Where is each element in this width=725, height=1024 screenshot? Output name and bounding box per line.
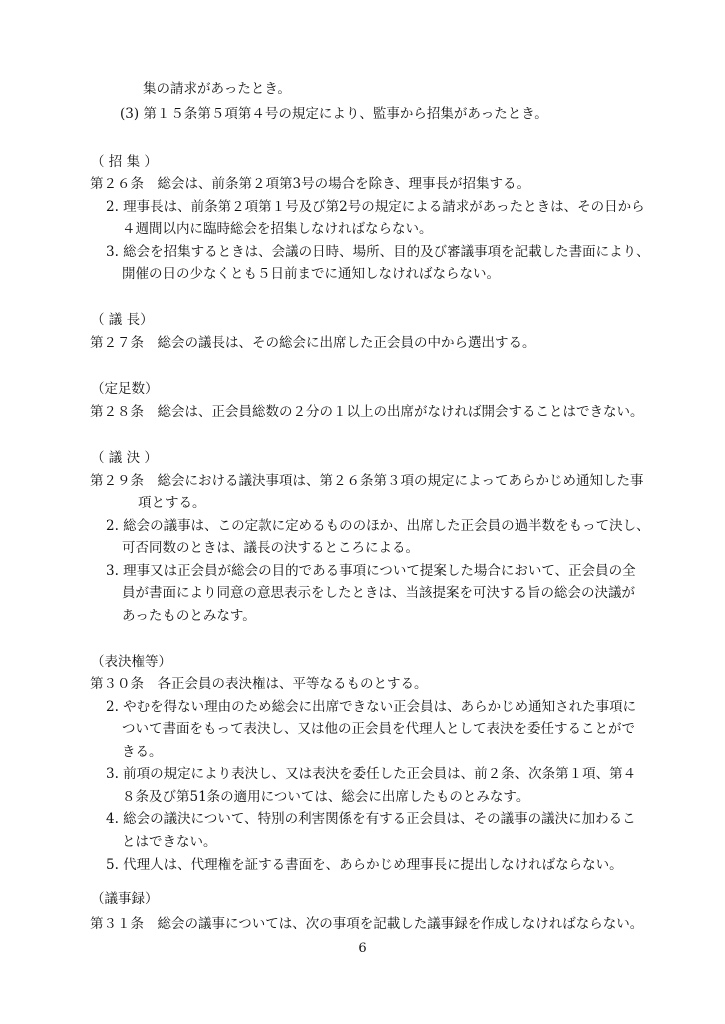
- list-item-continued: 員が書面により同意の意思表示をしたときは、当該提案を可決する旨の総会の決議が: [122, 585, 635, 601]
- article-text: 第２９条 総会における議決事項は、第２６条第３項の規定によってあらかじめ通知した事: [90, 473, 644, 489]
- section-heading: （ 議 長）: [91, 312, 154, 328]
- section-heading: （ 招 集 ）: [91, 154, 158, 170]
- article-text: 第３１条 総会の議事については、次の事項を記載した議事録を作成しなければならない。: [90, 916, 644, 932]
- continued-text: 集の請求があったとき。: [143, 81, 291, 97]
- list-item-continued: きる。: [122, 744, 163, 760]
- list-item-continued: ４週間以内に臨時総会を招集しなければならない。: [122, 221, 433, 237]
- article-text: 第２８条 総会は、正会員総数の２分の１以上の出席がなければ開会することはできない。: [90, 404, 644, 420]
- list-item: 3. 前項の規定により表決し、又は表決を委任した正会員は、前２条、次条第１項、第４: [106, 766, 637, 782]
- section-heading: （議事録）: [91, 891, 159, 907]
- list-item: 3. 総会を招集するときは、会議の日時、場所、目的及び審議事項を記載した書面により、: [106, 244, 650, 260]
- page-number: 6: [358, 941, 367, 956]
- list-item: 5. 代理人は、代理権を証する書面を、あらかじめ理事長に提出しなければならない。: [106, 857, 623, 873]
- list-item: (3) 第１５条第５項第４号の規定により、監事から招集があったとき。: [120, 106, 548, 122]
- list-item: 3. 理事又は正会員が総会の目的である事項について提案した場合において、正会員の全: [106, 563, 636, 579]
- section-heading: （ 議 決 ）: [91, 450, 158, 466]
- section-heading: （定足数）: [91, 381, 159, 397]
- list-item-continued: ついて書面をもって表決し、又は他の正会員を代理人として表決を委任することがで: [122, 721, 635, 737]
- article-text-continued: 項とする。: [138, 495, 206, 511]
- list-item-continued: 開催の日の少なくとも５日前までに通知しなければならない。: [122, 266, 500, 282]
- list-item-continued: ８条及び第51条の適用については、総会に出席したものとみなす。: [122, 789, 530, 805]
- article-text: 第２６条 総会は、前条第２項第3号の場合を除き、理事長が招集する。: [90, 176, 531, 192]
- list-item-continued: あったものとみなす。: [122, 608, 256, 624]
- list-item: 4. 総会の議決について、特別の利害関係を有する正会員は、その議事の議決に加わるこ: [106, 811, 636, 827]
- article-text: 第２７条 総会の議長は、その総会に出席した正会員の中から選出する。: [90, 335, 536, 351]
- section-heading: （表決権等）: [91, 654, 172, 670]
- article-text: 第３０条 各正会員の表決権は、平等なるものとする。: [90, 676, 428, 692]
- list-item: 2. 総会の議事は、この定款に定めるもののほか、出席した正会員の過半数をもって決し、: [106, 518, 650, 534]
- list-item-continued: とはできない。: [122, 834, 217, 850]
- list-item: 2. やむを得ない理由のため総会に出席できない正会員は、あらかじめ通知された事項に: [106, 699, 637, 715]
- list-item: 2. 理事長は、前条第２項第１号及び第2号の規定による請求があったときは、その日から: [106, 199, 645, 215]
- list-item-continued: 可否同数のときは、議長の決するところによる。: [122, 540, 419, 556]
